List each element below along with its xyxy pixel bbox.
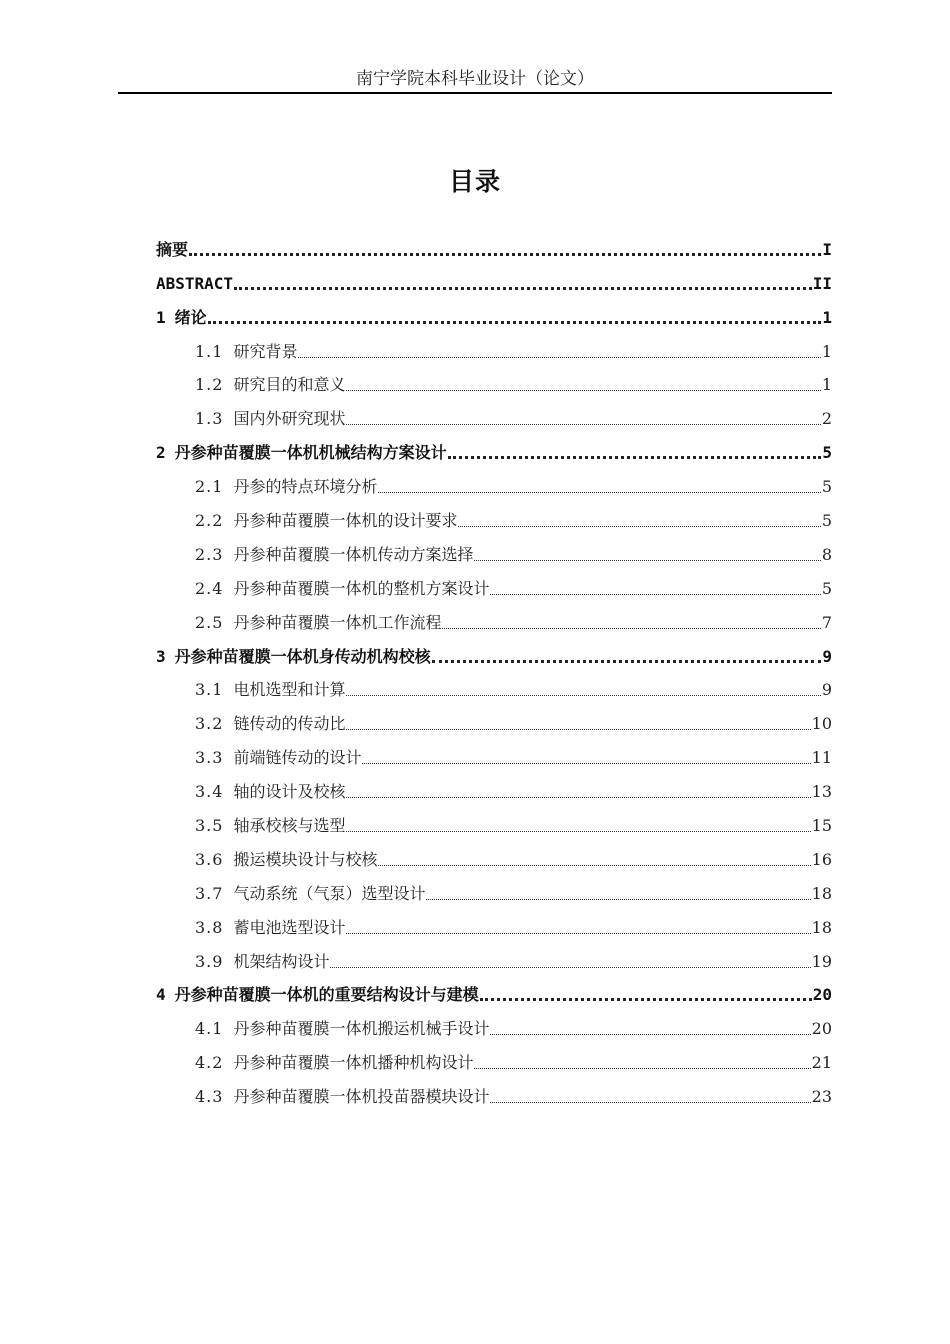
toc-entry-number: 4.1 [195, 1019, 224, 1039]
toc-title: 目录 [448, 167, 501, 196]
page-header: 南宁学院本科毕业设计（论文） [118, 66, 832, 94]
toc-dot-leader [330, 965, 810, 968]
toc-section-entry[interactable] [156, 941, 832, 975]
toc-entry-page-number: 5 [821, 578, 832, 598]
toc-chapter-entry[interactable] [156, 636, 832, 670]
toc-entry-label: 链传动的传动比 [233, 714, 346, 734]
toc-entry-number: 2.5 [195, 612, 224, 632]
toc-entry-number: 2.4 [195, 578, 224, 598]
toc-dot-leader [448, 453, 822, 459]
toc-entry-number: 3.9 [195, 951, 224, 971]
toc-entry-number: 1.2 [195, 375, 224, 395]
toc-entry-label: 丹参种苗覆膜一体机工作流程 [233, 612, 442, 632]
toc-section-entry[interactable] [156, 398, 832, 432]
toc-entry-label: 丹参的特点环境分析 [233, 477, 378, 497]
toc-entry-label: 丹参种苗覆膜一体机投苗器模块设计 [233, 1087, 490, 1107]
toc-entry-label: 蓄电池选型设计 [233, 917, 346, 937]
toc-dot-leader [480, 995, 812, 1001]
toc-dot-leader [474, 1066, 810, 1069]
toc-entry-page-number: 1 [822, 307, 832, 327]
toc-entry-number: 2.1 [195, 477, 224, 497]
toc-entry-number: 3.7 [195, 883, 224, 903]
toc-dot-leader [346, 931, 810, 934]
toc-dot-leader [346, 693, 820, 696]
toc-section-entry[interactable] [156, 365, 832, 399]
toc-entry-page-number: 9 [822, 646, 832, 666]
toc-dot-leader [458, 524, 820, 527]
toc-entry-page-number: I [822, 239, 832, 259]
toc-dot-leader [426, 897, 810, 900]
toc-entry-label: 研究背景 [233, 341, 298, 361]
toc-dot-leader [378, 863, 810, 866]
toc-section-entry[interactable] [156, 839, 832, 873]
toc-section-entry[interactable] [156, 703, 832, 737]
toc-dot-leader [346, 422, 820, 425]
toc-entry-label: 国内外研究现状 [233, 409, 346, 429]
toc-entry-page-number: 20 [812, 985, 832, 1005]
toc-entry-page-number: II [812, 273, 832, 293]
toc-entry-page-number: 1 [821, 375, 832, 395]
toc-entry-label: 丹参种苗覆膜一体机身传动机构校核 [174, 646, 431, 666]
toc-section-entry[interactable] [156, 466, 832, 500]
toc-entry-page-number: 7 [821, 612, 832, 632]
toc-entry-label: 电机选型和计算 [233, 680, 346, 700]
toc-dot-leader [208, 318, 822, 324]
toc-dot-leader [474, 558, 820, 561]
toc-entry-label: 气动系统（气泵）选型设计 [233, 883, 426, 903]
toc-chapter-entry[interactable] [156, 297, 832, 331]
toc-dot-leader [346, 727, 810, 730]
toc-dot-leader [346, 388, 820, 391]
toc-entry-number: 2.3 [195, 544, 224, 564]
toc-entry-number: 3.5 [195, 816, 224, 836]
toc-section-entry[interactable] [156, 602, 832, 636]
toc-entry-page-number: 18 [811, 917, 832, 937]
toc-dot-leader [490, 1032, 810, 1035]
toc-entry-number: 3.4 [195, 782, 224, 802]
toc-section-entry[interactable] [156, 331, 832, 365]
toc-section-entry[interactable] [156, 1042, 832, 1076]
toc-section-entry[interactable] [156, 873, 832, 907]
toc-entry-number: 1 [156, 307, 166, 327]
toc-entry-page-number: 20 [811, 1019, 832, 1039]
toc-entry-label: 丹参种苗覆膜一体机播种机构设计 [233, 1053, 474, 1073]
toc-entry-number: 3.2 [195, 714, 224, 734]
toc-section-entry[interactable] [156, 907, 832, 941]
toc-entry-number: 3.6 [195, 849, 224, 869]
toc-dot-leader [432, 657, 822, 663]
toc-entry-label: 绪论 [174, 307, 207, 327]
toc-section-entry[interactable] [156, 670, 832, 704]
toc-entry-page-number: 1 [821, 341, 832, 361]
toc-entry-page-number: 9 [821, 680, 832, 700]
toc-entry-label: 丹参种苗覆膜一体机机械结构方案设计 [174, 443, 447, 463]
toc-section-entry[interactable] [156, 500, 832, 534]
toc-entry-label: 轴承校核与选型 [233, 816, 346, 836]
toc-dot-leader [490, 1100, 810, 1103]
toc-entry-number: 3.1 [195, 680, 224, 700]
toc-entry-page-number: 21 [811, 1053, 832, 1073]
toc-dot-leader [442, 626, 820, 629]
toc-entry-label: 摘要 [156, 239, 189, 259]
toc-entry-page-number: 2 [821, 409, 832, 429]
toc-entry-label: 研究目的和意义 [233, 375, 346, 395]
toc-dot-leader [234, 284, 812, 290]
toc-entry-page-number: 5 [822, 443, 832, 463]
toc-entry-label: 机架结构设计 [233, 951, 330, 971]
toc-entry-page-number: 18 [811, 883, 832, 903]
toc-entry-page-number: 8 [821, 544, 832, 564]
toc-entry-page-number: 13 [811, 782, 832, 802]
toc-entry-label: 丹参种苗覆膜一体机的设计要求 [233, 511, 458, 531]
toc-section-entry[interactable] [156, 568, 832, 602]
toc-entry-page-number: 15 [811, 816, 832, 836]
toc-dot-leader [346, 829, 810, 832]
toc-dot-leader [298, 355, 820, 358]
toc-dot-leader [362, 761, 810, 764]
toc-entry-page-number: 11 [811, 748, 832, 768]
toc-entry-page-number: 16 [811, 849, 832, 869]
toc-section-entry[interactable] [156, 771, 832, 805]
toc-entry-number: 4.2 [195, 1053, 224, 1073]
toc-entry-number: 4 [156, 985, 166, 1005]
toc-entry-number: 4.3 [195, 1087, 224, 1107]
toc-entry-page-number: 19 [811, 951, 832, 971]
toc-entry-label: 丹参种苗覆膜一体机的整机方案设计 [233, 578, 490, 598]
toc-section-entry[interactable] [156, 737, 832, 771]
toc-chapter-entry[interactable] [156, 975, 832, 1009]
toc-entry-page-number: 5 [821, 477, 832, 497]
toc-entry-number: 1.1 [195, 341, 224, 361]
toc-dot-leader [378, 490, 820, 493]
toc-entry-number: 3.3 [195, 748, 224, 768]
toc-entry-label: 搬运模块设计与校核 [233, 849, 378, 869]
toc-section-entry[interactable] [156, 805, 832, 839]
toc-entry-label: 前端链传动的设计 [233, 748, 362, 768]
toc-entry-label: 轴的设计及校核 [233, 782, 346, 802]
toc-entry-label: 丹参种苗覆膜一体机的重要结构设计与建模 [174, 985, 479, 1005]
toc-entry-page-number: 23 [811, 1087, 832, 1107]
toc-entry-number: 3.8 [195, 917, 224, 937]
toc-section-entry[interactable] [156, 1076, 832, 1110]
toc-entry-number: 2 [156, 443, 166, 463]
toc-entry-label: 丹参种苗覆膜一体机搬运机械手设计 [233, 1019, 490, 1039]
toc-entry-label: ABSTRACT [156, 273, 234, 293]
toc-dot-leader [346, 795, 810, 798]
toc-entry-number: 1.3 [195, 409, 224, 429]
toc-entry-number: 2.2 [195, 511, 224, 531]
toc-dot-leader [189, 250, 821, 256]
toc-chapter-entry[interactable] [156, 263, 832, 297]
toc-section-entry[interactable] [156, 1008, 832, 1042]
toc-entry-number: 3 [156, 646, 166, 666]
toc-entry-label: 丹参种苗覆膜一体机传动方案选择 [233, 544, 474, 564]
toc-chapter-entry[interactable] [156, 229, 832, 263]
toc-section-entry[interactable] [156, 534, 832, 568]
toc-chapter-entry[interactable] [156, 432, 832, 466]
toc-entry-page-number: 10 [811, 714, 832, 734]
toc-dot-leader [490, 592, 820, 595]
toc-entry-page-number: 5 [821, 511, 832, 531]
table-of-contents [156, 229, 832, 1110]
